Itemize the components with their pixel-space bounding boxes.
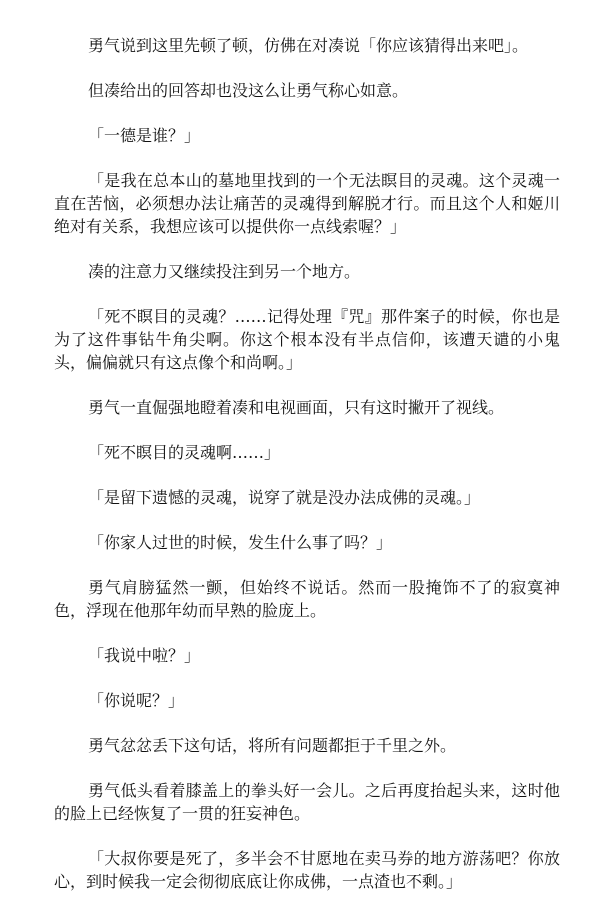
paragraph: 勇气低头看着膝盖上的拳头好一会儿。之后再度抬起头来，这时他的脸上已经恢复了一贯的狂妄神色。 xyxy=(54,781,560,823)
paragraph: 「是我在总本山的墓地里找到的一个无法瞑目的灵魂。这个灵魂一直在苦恼，必须想办法让痛苦的灵魂得到解脱才行。而且这个人和姬川绝对有关系，我想应该可以提供你一点线索喔？」 xyxy=(54,171,560,236)
paragraph: 勇气忿忿丢下这句话，将所有问题都拒于千里之外。 xyxy=(88,736,457,755)
paragraph: 勇气肩膀猛然一颤，但始终不说话。然而一股掩饰不了的寂寞神色，浮现在他那年幼而早熟的脸庞上。 xyxy=(54,578,560,620)
paragraph: 「是留下遗憾的灵魂，说穿了就是没办法成佛的灵魂。」 xyxy=(88,488,481,507)
paragraph: 「我说中啦？」 xyxy=(88,646,201,665)
paragraph: 「你说呢？」 xyxy=(88,691,185,710)
paragraph: 但凑给出的回答却也没这么让勇气称心如意。 xyxy=(88,81,409,100)
paragraph: 勇气说到这里先顿了顿，仿佛在对凑说「你应该猜得出来吧」。 xyxy=(88,36,529,55)
document-page xyxy=(54,34,560,915)
paragraph: 勇气一直倔强地瞪着凑和电视画面，只有这时撇开了视线。 xyxy=(88,398,505,417)
paragraph: 凑的注意力又继续投注到另一个地方。 xyxy=(88,262,361,281)
paragraph: 「一德是谁？」 xyxy=(88,126,201,145)
paragraph: 「你家人过世的时候，发生什么事了吗？」 xyxy=(88,533,393,552)
paragraph: 「大叔你要是死了，多半会不甘愿地在卖马券的地方游荡吧？你放心，到时候我一定会彻彻底底让你成佛，一点渣也不剩。」 xyxy=(54,849,560,891)
paragraph: 「死不瞑目的灵魂啊……」 xyxy=(88,443,281,462)
paragraph: 「死不瞑目的灵魂？……记得处理『咒』那件案子的时候，你也是为了这件事钻牛角尖啊。你这个根本没有半点信仰，该遭天谴的小鬼头，偏偏就只有这点像个和尚啊。」 xyxy=(54,307,560,372)
